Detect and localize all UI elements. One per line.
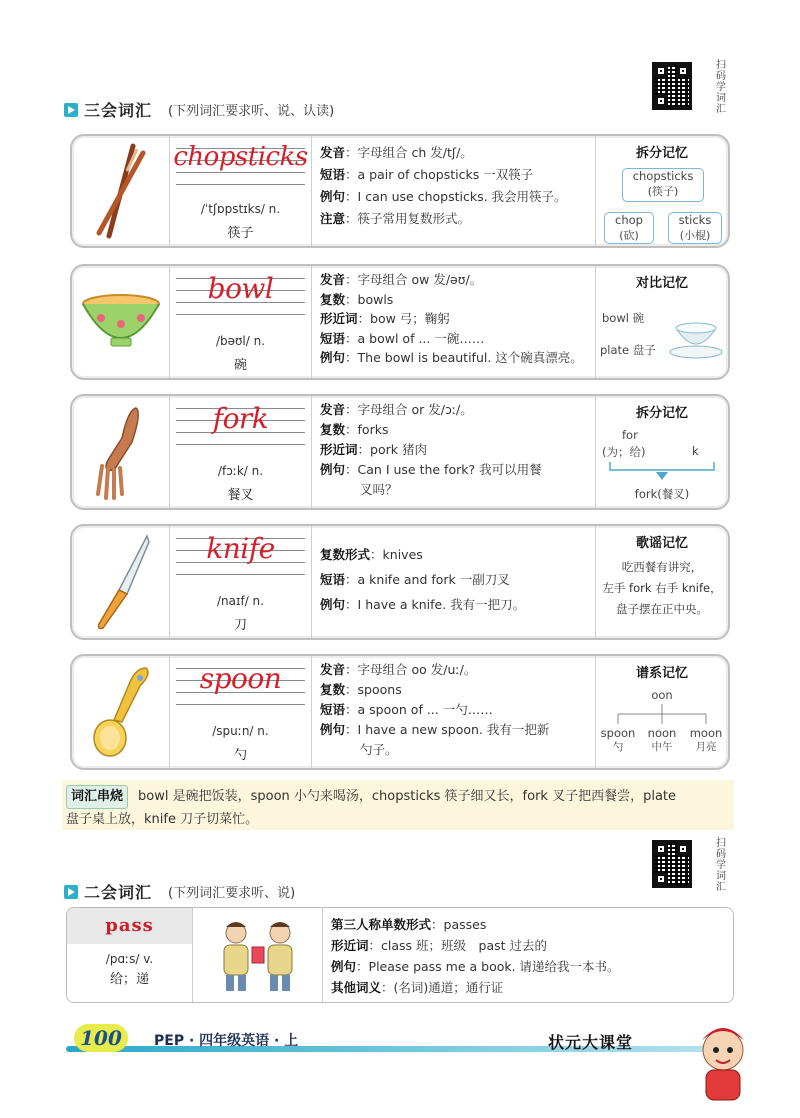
qr-label-top: 扫码学词汇 bbox=[716, 60, 726, 115]
memo-title: 拆分记忆 bbox=[635, 406, 688, 421]
memo-bowl: bowl 碗 bbox=[602, 311, 645, 325]
memo-title: 拆分记忆 bbox=[635, 146, 688, 161]
memory-tip: 拆分记忆 chopsticks (筷子) chop (砍) sticks (小棍) bbox=[596, 136, 728, 246]
vocab-card-fork bbox=[70, 394, 730, 510]
section-arrow-icon bbox=[64, 103, 78, 117]
memo-plate: plate 盘子 bbox=[600, 343, 656, 357]
word-meaning: 刀 bbox=[233, 618, 247, 633]
chain-line-1: bowl 是碗把饭装，spoon 小勺来喝汤，chopsticks 筷子细又长，fork 叉子把西餐尝，plate bbox=[138, 789, 677, 804]
pass-image bbox=[193, 908, 323, 1002]
word-meaning: 碗 bbox=[233, 358, 247, 373]
word-meaning: 餐叉 bbox=[227, 488, 254, 503]
memory-tip: 歌谣记忆 吃西餐有讲究， 左手 fork 右手 knife， 盘子摆在正中央。 bbox=[596, 526, 728, 638]
word-ipa: /fɔːk/ n. bbox=[217, 464, 264, 478]
vocab-card-chopsticks bbox=[70, 134, 730, 248]
chain-tag: 词汇串烧 bbox=[66, 785, 128, 809]
word-cell bbox=[170, 266, 312, 378]
bowl-plate-icon bbox=[668, 316, 724, 360]
section-arrow-icon bbox=[64, 885, 78, 899]
word-meaning: 筷子 bbox=[227, 226, 254, 241]
memory-tip: 拆分记忆 for (为；给) k fork(餐叉) bbox=[596, 396, 728, 508]
word-info: 复数形式：knives 短语：a knife and fork 一副刀叉 例句：I have a knife. 我有一把刀。 bbox=[312, 526, 596, 638]
word-script: knife bbox=[206, 532, 275, 565]
word-script: fork bbox=[212, 402, 269, 435]
chopsticks-icon bbox=[91, 141, 151, 241]
knife-icon bbox=[91, 532, 151, 632]
word-script: spoon bbox=[199, 662, 282, 695]
qr-code-bottom[interactable] bbox=[652, 840, 692, 888]
section-note: (下列词汇要求听、说) bbox=[168, 886, 296, 901]
section-three-skill-header bbox=[64, 98, 334, 121]
book-series: PEP · 四年级英语 · 上 bbox=[154, 1033, 299, 1049]
word-cell bbox=[170, 396, 312, 508]
page-number: 100 bbox=[74, 1024, 128, 1052]
two-kids-passing-book-icon bbox=[210, 915, 306, 995]
spoon-icon bbox=[88, 662, 154, 762]
bowl-image bbox=[72, 266, 170, 378]
word-cell bbox=[170, 136, 312, 246]
word-cell bbox=[170, 656, 312, 768]
section-two-skill-header bbox=[64, 880, 295, 903]
word-meaning: 给；递 bbox=[109, 972, 149, 987]
vocab-card-spoon bbox=[70, 654, 730, 770]
word-title: pass bbox=[67, 908, 192, 944]
brand-name: 状元大课堂 bbox=[548, 1033, 634, 1052]
word-script: chopsticks bbox=[173, 142, 308, 172]
word-info: 发音：字母组合 or 发/ɔː/。 复数：forks 形近词：pork 猪肉 例句：Can I use the fork? 我可以用餐 叉吗？ bbox=[312, 396, 596, 508]
word-ipa: /naɪf/ n. bbox=[217, 594, 264, 608]
word-ipa: /spuːn/ n. bbox=[212, 724, 269, 738]
section-title: 三会词汇 bbox=[84, 101, 153, 120]
memory-tip bbox=[596, 266, 728, 378]
word-script: bowl bbox=[207, 272, 274, 305]
word-ipa: /bəʊl/ n. bbox=[215, 334, 266, 348]
fork-image bbox=[72, 396, 170, 508]
word-info: 发音：字母组合 ow 发/əʊ/。 复数：bowls 形近词：bow 弓；鞠躬 短语：a bowl of ... 一碗…… 例句：The bowl is beautiful. 这个碗真漂亮。 bbox=[312, 266, 596, 378]
section-title: 二会词汇 bbox=[84, 883, 153, 902]
qr-code-top[interactable] bbox=[652, 62, 692, 110]
word-ipa: /pɑːs/ v. bbox=[105, 952, 154, 966]
chain-line-2: 盘子桌上放，knife 刀子切菜忙。 bbox=[66, 812, 259, 827]
word-ipa: /ˈtʃɒpstɪks/ n. bbox=[200, 202, 281, 216]
fork-icon bbox=[96, 402, 146, 502]
word-meaning: 勺 bbox=[233, 748, 247, 763]
vocab-card-bowl bbox=[70, 264, 730, 380]
memory-tip: 谱系记忆 oon spoon 勺 noon 中午 moon 月亮 bbox=[596, 656, 728, 768]
memo-title: 歌谣记忆 bbox=[635, 536, 688, 551]
word-info: 发音：字母组合 oo 发/uː/。 复数：spoons 短语：a spoon of ... 一勺…… 例句：I have a new spoon. 我有一把新 勺子。 bbox=[312, 656, 596, 768]
vocab-card-pass bbox=[66, 907, 734, 1003]
memo-title: 谱系记忆 bbox=[635, 666, 688, 681]
qr-label-bottom: 扫码学词汇 bbox=[716, 838, 726, 893]
vocab-card-knife bbox=[70, 524, 730, 640]
mascot-icon bbox=[688, 1016, 758, 1106]
tree-lines-icon bbox=[606, 704, 718, 726]
word-info: 发音：字母组合 ch 发/tʃ/。 短语：a pair of chopsticks 一双筷子 例句：I can use chopsticks. 我会用筷子。 注意：筷子常用复数形式。 bbox=[312, 136, 596, 246]
chopsticks-image bbox=[72, 136, 170, 246]
word-cell bbox=[67, 908, 193, 1002]
word-cell bbox=[170, 526, 312, 638]
knife-image bbox=[72, 526, 170, 638]
bracket-icon bbox=[606, 460, 718, 482]
section-note: (下列词汇要求听、说、认读) bbox=[168, 104, 335, 119]
bowl-icon bbox=[79, 292, 163, 352]
spoon-image bbox=[72, 656, 170, 768]
word-info: 第三人称单数形式：passes 形近词：class 班；班级 past 过去的 例句：Please pass me a book. 请递给我一本书。 其他词义：(名词)通道；通行证 bbox=[331, 917, 620, 995]
memo-title: 对比记忆 bbox=[635, 276, 688, 291]
vocab-chain bbox=[62, 780, 734, 830]
